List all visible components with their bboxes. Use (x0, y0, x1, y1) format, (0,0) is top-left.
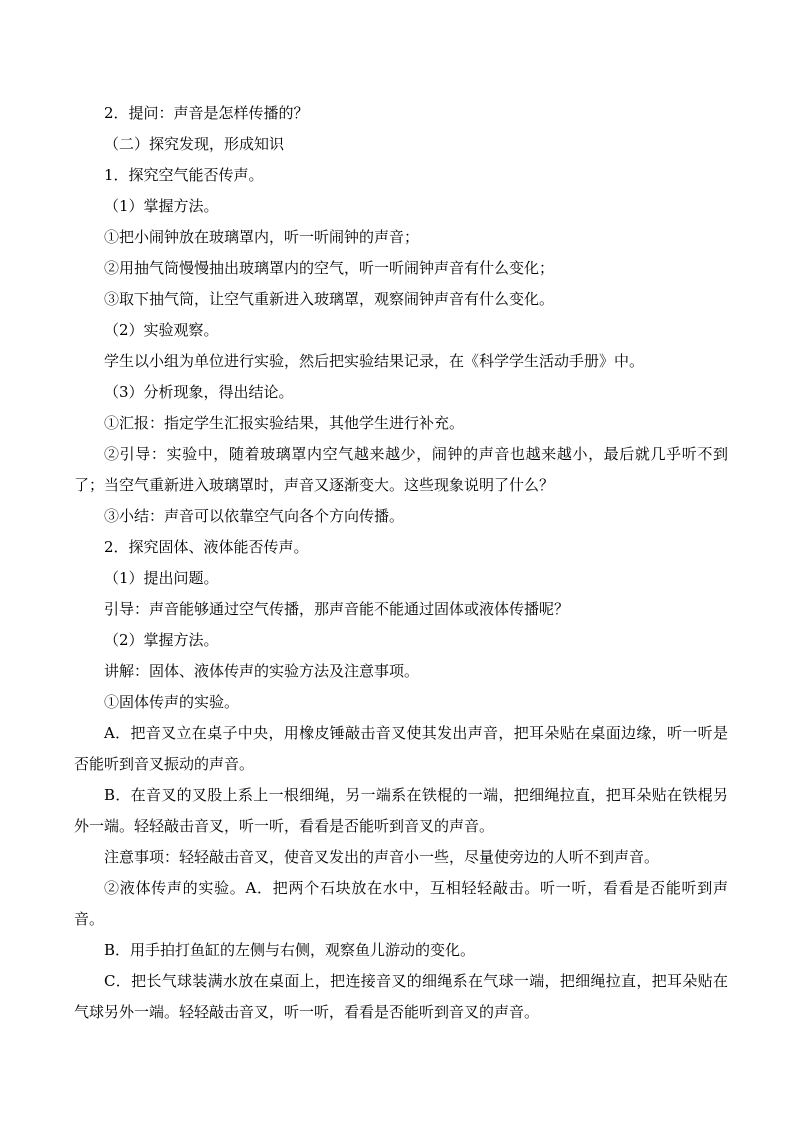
explore-air-transmission: 1．探究空气能否传声。 (104, 166, 264, 184)
analyze-conclude-heading: （3）分析现象，得出结论。 (104, 383, 294, 401)
section-explore-discover: （二）探究发现，形成知识 (104, 135, 285, 153)
master-method-heading: （1）掌握方法。 (104, 197, 219, 215)
report-paragraph: ①汇报：指定学生汇报实验结果，其他学生进行补充。 (104, 414, 465, 432)
step-pump-out-air: ②用抽气筒慢慢抽出玻璃罩内的空气，听一听闹钟声音有什么变化； (104, 259, 555, 277)
solid-experiment-b: B．在音叉的叉股上系上一根细绳，另一端系在铁棍的一端，把细绳拉直，把耳朵贴在铁棍另外一端。轻轻敲击音叉，听一听，看看是否能听到音叉的声音。 (74, 786, 728, 835)
explanation-paragraph: 讲解：固体、液体传声的实验方法及注意事项。 (104, 662, 420, 680)
explore-solid-liquid-transmission: 2．探究固体、液体能否传声。 (104, 538, 309, 556)
guide-question-paragraph: 引导：声音能够通过空气传播，那声音能不能通过固体或液体传播呢？ (104, 600, 570, 618)
question-how-sound-travels: 2．提问：声音是怎样传播的？ (104, 104, 309, 122)
liquid-experiment-c: C．把长气球装满水放在桌面上，把连接音叉的细绳系在气球一端，把细绳拉直，把耳朵贴在气球另外一端。轻轻敲击音叉，听一听，看看是否能听到音叉的声音。 (74, 972, 728, 1021)
master-method-heading-2: （2）掌握方法。 (104, 631, 219, 649)
solid-experiment-heading: ①固体传声的实验。 (104, 693, 240, 711)
step-let-air-back: ③取下抽气筒，让空气重新进入玻璃罩，观察闹钟声音有什么变化。 (104, 290, 555, 308)
group-experiment-paragraph: 学生以小组为单位进行实验，然后把实验结果记录，在《科学学生活动手册》中。 (104, 352, 645, 370)
step-alarm-in-bell-jar: ①把小闹钟放在玻璃罩内，听一听闹钟的声音； (104, 228, 420, 246)
raise-question-heading: （1）提出问题。 (104, 569, 219, 587)
liquid-experiment-b: B．用手拍打鱼缸的左侧与右侧，观察鱼儿游动的变化。 (104, 941, 476, 959)
document-body (74, 98, 728, 1028)
notes-paragraph: 注意事项：轻轻敲击音叉，使音叉发出的声音小一些，尽量使旁边的人听不到声音。 (104, 848, 660, 866)
guide-paragraph: ②引导：实验中，随着玻璃罩内空气越来越少，闹钟的声音也越来越小，最后就几乎听不到了；当空气重新进入玻璃罩时，声音又逐渐变大。这些现象说明了什么？ (74, 445, 728, 494)
liquid-experiment-a: ②液体传声的实验。A．把两个石块放在水中，互相轻轻敲击。听一听，看看是否能听到声音。 (74, 879, 728, 928)
summary-paragraph: ③小结：声音可以依靠空气向各个方向传播。 (104, 507, 405, 525)
solid-experiment-a: A．把音叉立在桌子中央，用橡皮锤敲击音叉使其发出声音，把耳朵贴在桌面边缘，听一听是否能听到音叉振动的声音。 (74, 724, 728, 773)
experiment-observation-heading: （2）实验观察。 (104, 321, 219, 339)
